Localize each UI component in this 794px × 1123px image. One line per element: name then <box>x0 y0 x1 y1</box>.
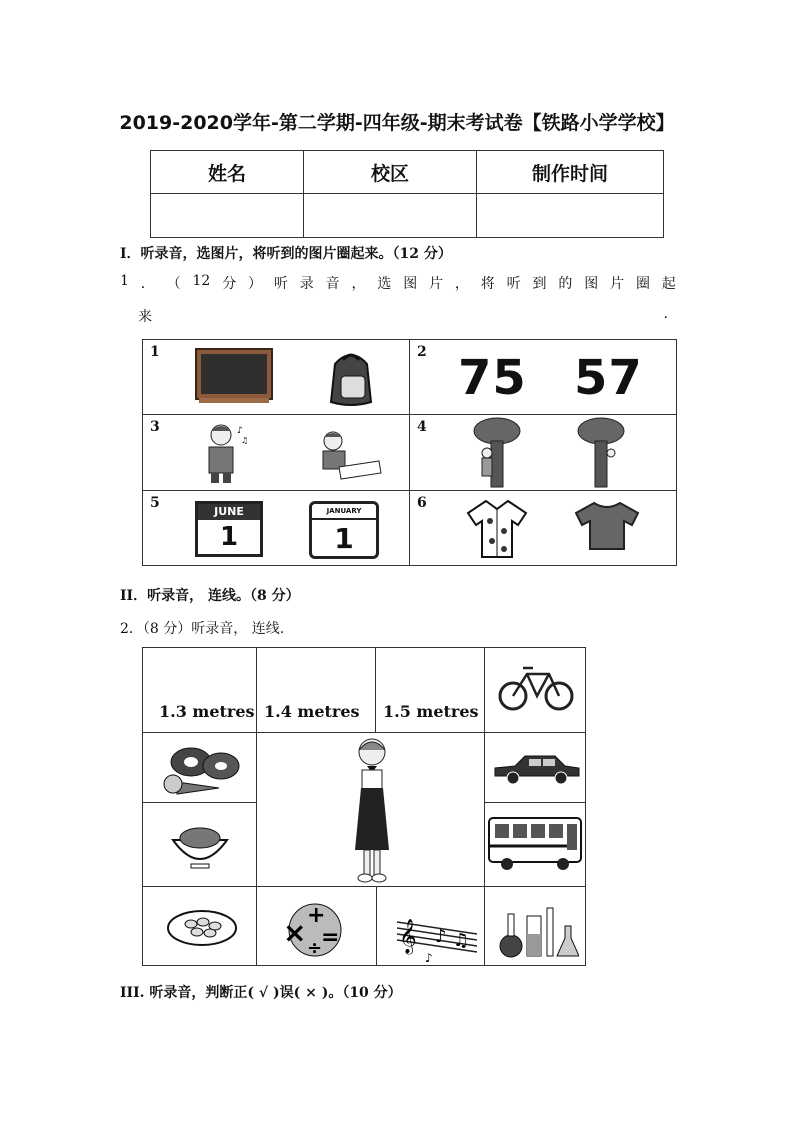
svg-text:♫: ♫ <box>453 930 470 951</box>
calendar-january[interactable]: JANUARY 1 <box>309 501 379 559</box>
time-header: 制作时间 <box>477 151 664 194</box>
donut-carrot-icon[interactable] <box>155 740 245 798</box>
girl-figure-icon <box>341 736 403 884</box>
number-75[interactable]: 75 <box>458 350 527 406</box>
calendar-june[interactable]: JUNE 1 <box>195 501 263 557</box>
svg-text:♪: ♪ <box>425 951 433 962</box>
lab-equipment-icon[interactable] <box>495 902 579 960</box>
tshirt-icon[interactable] <box>574 501 640 551</box>
math-symbols-icon[interactable] <box>277 898 353 960</box>
height-label-1[interactable]: 1.3 metres <box>159 702 255 721</box>
svg-text:𝄞: 𝄞 <box>399 919 417 954</box>
car-icon[interactable] <box>491 750 583 786</box>
picture-cell-2: 2 75 57 <box>417 344 643 406</box>
svg-text:×: × <box>283 916 307 949</box>
picture-cell-4: 4 <box>410 415 676 490</box>
question1-line2: 来 . <box>138 306 668 325</box>
name-header: 姓名 <box>151 151 304 194</box>
music-notes-icon[interactable] <box>395 904 479 962</box>
blackboard-icon[interactable] <box>195 348 273 404</box>
picture-cell-6: 6 <box>410 491 676 565</box>
nuts-plate-icon[interactable] <box>165 902 239 948</box>
matching-grid <box>142 647 586 966</box>
svg-text:÷: ÷ <box>307 938 323 959</box>
svg-text:+: + <box>307 903 326 928</box>
shirt-icon[interactable] <box>466 497 528 559</box>
height-label-3[interactable]: 1.5 metres <box>383 702 479 721</box>
bicycle-icon[interactable] <box>497 660 575 712</box>
boy-behind-tree-icon[interactable] <box>472 417 522 489</box>
tree-icon[interactable] <box>576 417 626 489</box>
picture-cell-5: 5 JUNE 1 JANUARY 1 <box>143 491 409 565</box>
svg-text:=: = <box>321 925 340 950</box>
student-info-table <box>150 150 664 238</box>
campus-field[interactable] <box>304 194 477 238</box>
question2: 2．（8 分）听录音， 连线. <box>120 621 285 637</box>
svg-text:♪: ♪ <box>237 426 243 436</box>
bus-icon[interactable] <box>487 814 583 872</box>
boy-singing-icon[interactable] <box>199 421 249 485</box>
name-field[interactable] <box>151 194 304 238</box>
height-label-2[interactable]: 1.4 metres <box>264 702 360 721</box>
section1-heading: I．听录音，选图片，将听到的图片圈起来。（12 分） <box>120 246 452 262</box>
time-field[interactable] <box>477 194 664 238</box>
picture-cell-3: 3 ♪ ♫ <box>143 415 409 490</box>
number-57[interactable]: 57 <box>574 350 643 406</box>
page-title: 2019-2020学年-第二学期-四年级-期末考试卷【铁路小学学校】 <box>119 112 675 134</box>
backpack-icon[interactable] <box>321 346 381 408</box>
svg-text:♫: ♫ <box>241 436 249 445</box>
noodles-bowl-icon[interactable] <box>169 818 231 870</box>
picture-grid <box>142 339 677 566</box>
campus-header: 校区 <box>304 151 477 194</box>
boy-drawing-icon[interactable] <box>313 427 383 481</box>
question1-line1: 1 ． （ 12 分 ） 听 录 音 ， 选 图 片 ， 将 听 到 的 图 片 圈 起 <box>120 273 676 292</box>
section3-heading: III. 听录音，判断正( √ )误( × )。（10 分） <box>120 985 402 1001</box>
section2-heading: II．听录音， 连线。（8 分） <box>120 588 300 604</box>
picture-cell-1: 1 <box>143 340 409 414</box>
svg-text:♪: ♪ <box>435 926 447 947</box>
